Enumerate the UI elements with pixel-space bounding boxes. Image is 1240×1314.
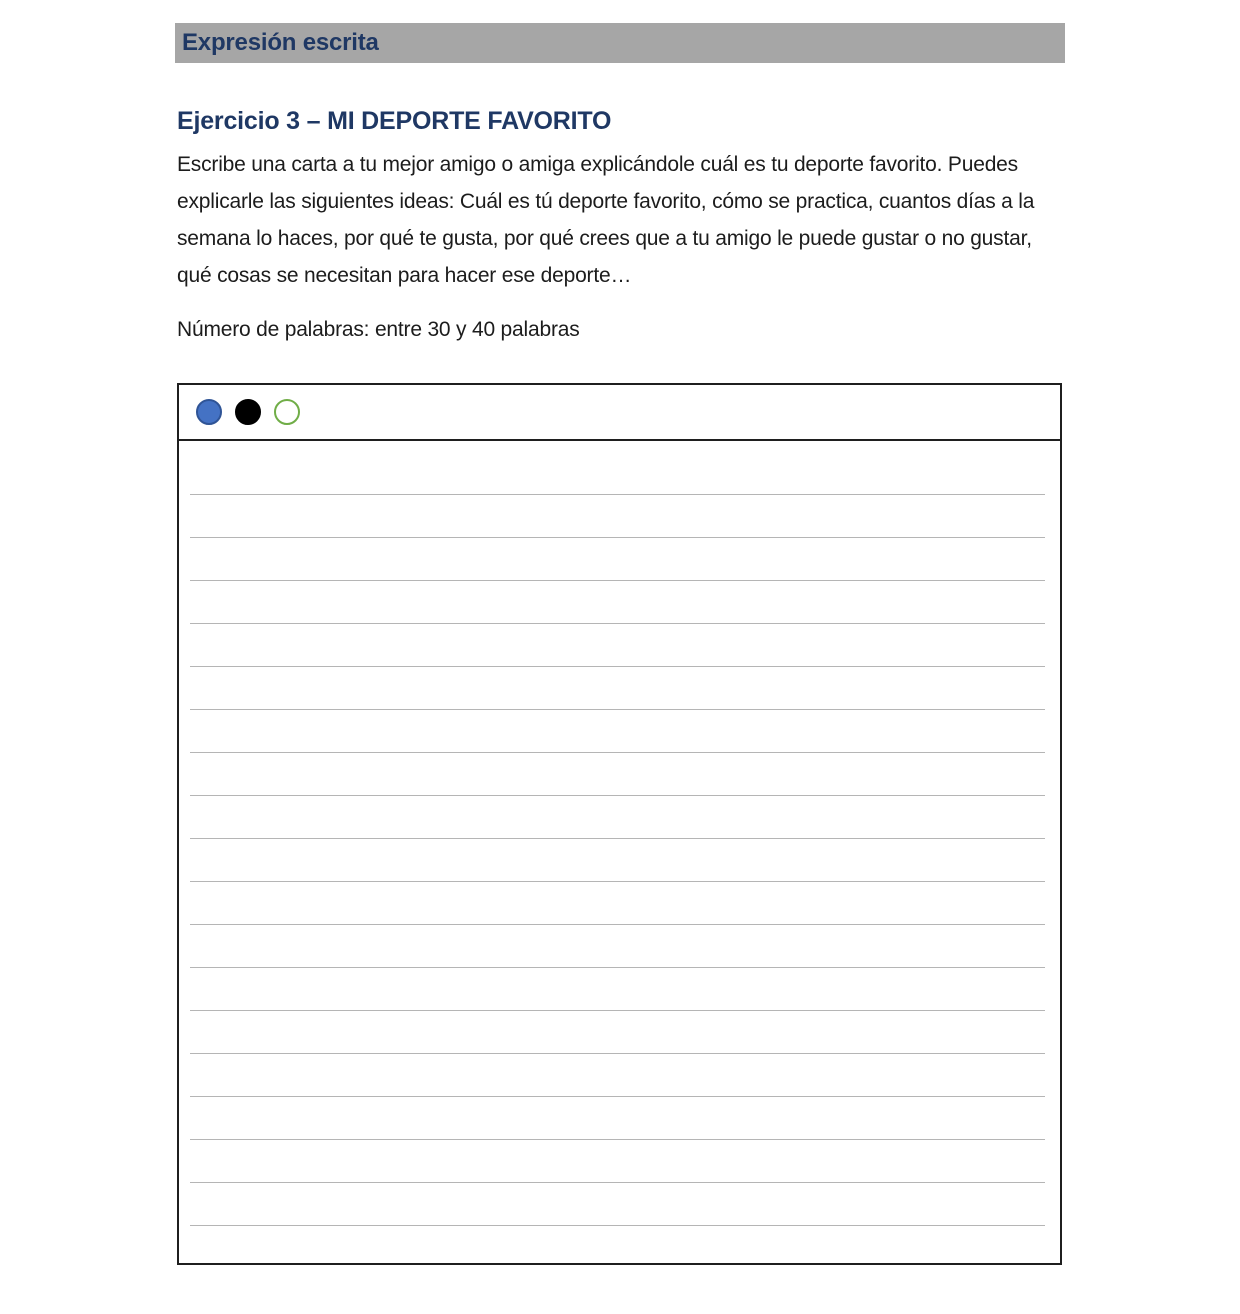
exercise-title: Ejercicio 3 – MI DEPORTE FAVORITO xyxy=(177,107,612,135)
ruled-line xyxy=(190,839,1045,882)
section-header-bar xyxy=(175,23,1065,63)
blue-circle-icon[interactable] xyxy=(196,399,222,425)
section-header-label: Expresión escrita xyxy=(182,29,379,56)
green-circle-icon[interactable] xyxy=(274,399,300,425)
ruled-line xyxy=(190,1226,1045,1261)
ruled-line xyxy=(190,710,1045,753)
ruled-line xyxy=(190,1183,1045,1226)
ruled-line xyxy=(190,538,1045,581)
writing-lines-area[interactable] xyxy=(190,441,1045,1261)
word-count-note: Número de palabras: entre 30 y 40 palabras xyxy=(177,318,580,341)
ruled-line xyxy=(190,495,1045,538)
ruled-line xyxy=(190,624,1045,667)
ruled-line xyxy=(190,667,1045,710)
ruled-line xyxy=(190,753,1045,796)
answer-box xyxy=(177,383,1062,1265)
ruled-line xyxy=(190,968,1045,1011)
ruled-line xyxy=(190,1011,1045,1054)
ruled-line xyxy=(190,1054,1045,1097)
ruled-line xyxy=(190,1140,1045,1183)
ruled-line xyxy=(190,882,1045,925)
ruled-line xyxy=(190,581,1045,624)
ruled-line xyxy=(190,441,1045,495)
ruled-line xyxy=(190,925,1045,968)
ruled-line xyxy=(190,796,1045,839)
ruled-line xyxy=(190,1097,1045,1140)
exercise-instructions: Escribe una carta a tu mejor amigo o amiga explicándole cuál es tu deporte favorito. Puedes explicarle las siguientes ideas: Cuál es tú deporte favorito, cómo se practica, cuantos días a la semana lo haces, por qué te gusta, por qué crees que a tu amigo le puede gustar o no gustar, qué cosas se necesitan para hacer ese deporte… xyxy=(177,153,1035,287)
answer-box-toolbar xyxy=(179,385,1060,441)
black-circle-icon[interactable] xyxy=(235,399,261,425)
